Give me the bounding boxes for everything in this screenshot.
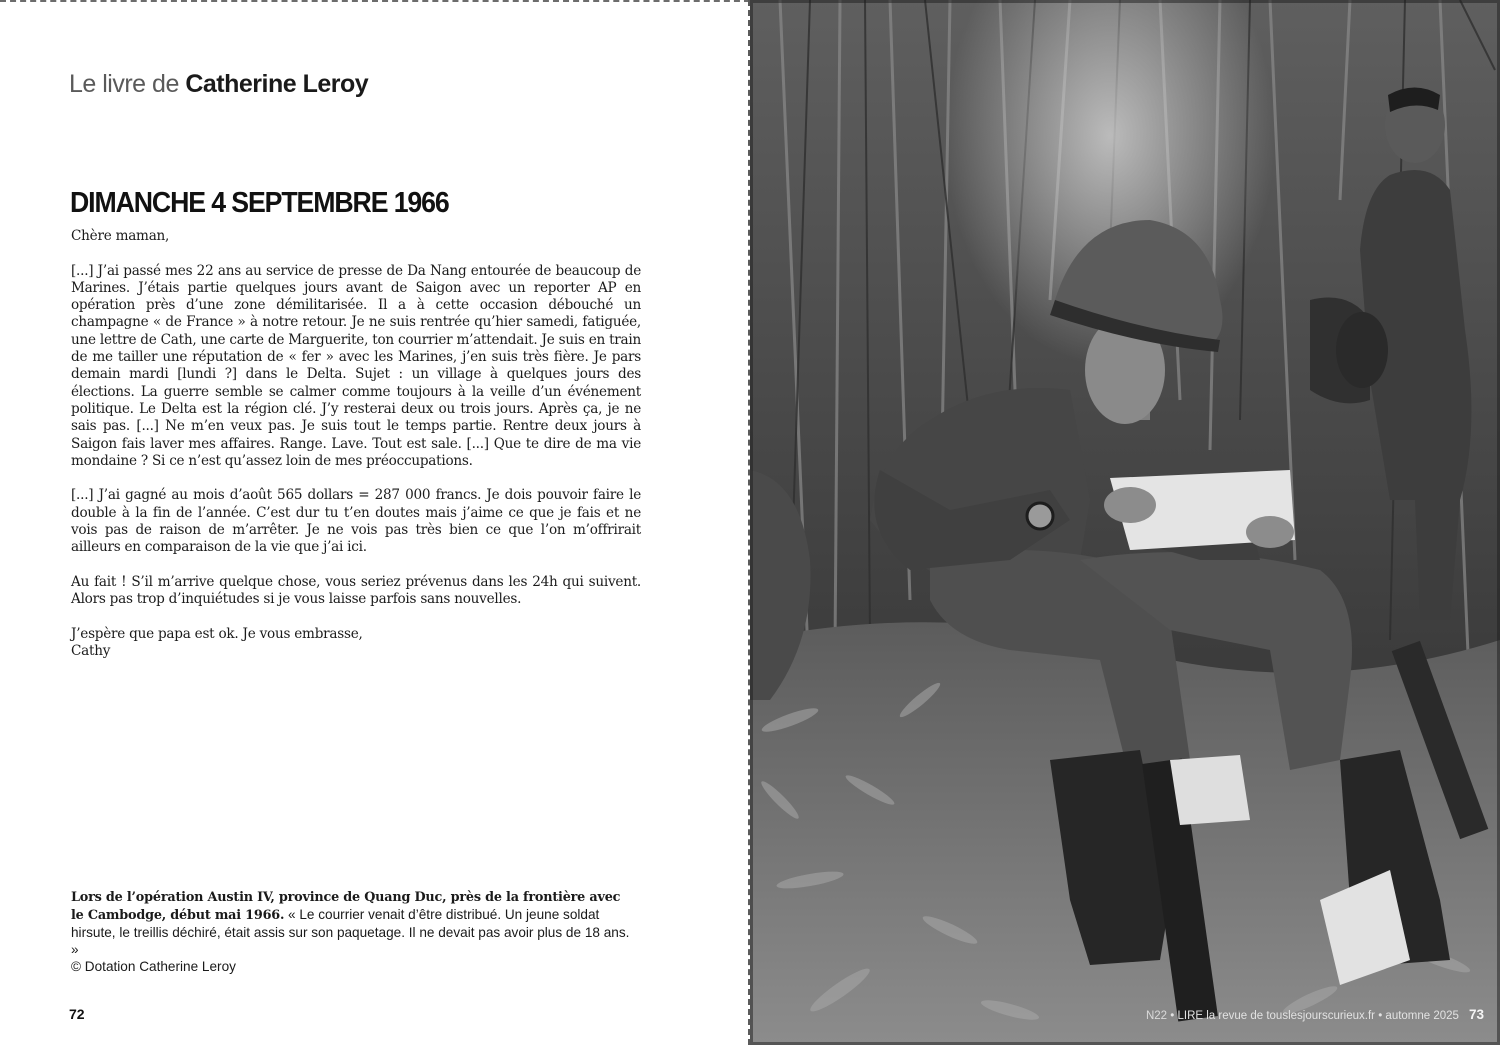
footer-separator-1: • (1167, 1010, 1178, 1022)
letter-signature: Cathy (71, 643, 111, 660)
magazine-footer (1146, 1007, 1484, 1022)
page-number-right: 73 (1468, 1007, 1484, 1022)
page-edge-dashes (0, 0, 750, 2)
page-title (69, 70, 368, 99)
issue-season: automne 2025 (1385, 1010, 1459, 1022)
title-prefix: Le livre de (69, 70, 179, 98)
caption-bold: Lors de l’opération Austin IV, province de Quang Duc, près de la frontière avec le Cambodge, début mai 1966. (71, 890, 621, 923)
caption-text: « Le courrier venait d’être distribué. Un jeune soldat hirsute, le treillis déchiré, était assis sur son paquetage. Il ne devait pas avoir plus de 18 ans. » (71, 907, 630, 957)
letter-body (71, 228, 641, 678)
title-author: Catherine Leroy (185, 70, 369, 98)
letter-closing: J’espère que papa est ok. Je vous embrasse, (71, 625, 363, 642)
letter-paragraph-2: [...] J’ai gagné au mois d’août 565 dollars = 287 000 francs. Je dois pouvoir faire le double à la fin de l’année. C’est dur tu t’en doutes mais j’aime ce que je fais et ne vois pas de raison de m’arrêter. Je ne vois pas très bien ce que l’on m’offrirait ailleurs en comparaison de la vie que j’ai ici. (71, 487, 641, 556)
page-number-left: 72 (69, 1006, 85, 1022)
letter-paragraph-3: Au fait ! S’il m’arrive quelque chose, vous seriez prévenus dans les 24h qui suivent. Alors pas trop d’inquiétudes si je vous laisse parfois sans nouvelles. (71, 573, 641, 608)
letter-paragraph-1: [...] J’ai passé mes 22 ans au service de presse de Da Nang entourée de beaucoup de Marines. J’étais partie quelques jours avant de Saigon avec un reporter AP en opération près d’une zone démilitarisée. Il a à cette occasion débouché un champagne « de France » à notre retour. Je ne suis rentrée qu’hier samedi, fatiguée, une lettre de Cath, une carte de Marguerite, ton courrier m’attendait. Je suis en train de me tailler une réputation de « fer » avec les Marines, j’en suis très fière. Je pars demain mardi [lundi ?] dans le Delta. Sujet : un village à quelques jours des élections. La guerre semble se calmer comme toujours à la veille d’un événement politique. Le Delta est la région clé. J’y resterai deux ou trois jours. Après ça, je ne sais pas. [...] Ne m’en veux pas. Je suis tout le temps partie. Rentre deux jours à Saigon fais laver mes affaires. Range. Lave. Tout est sale. [...] Que te dire de ma vie mondaine ? Si ce n’est qu’assez loin de mes préoccupations. (71, 262, 642, 469)
right-page (750, 0, 1500, 1045)
letter-date-heading: DIMANCHE 4 SEPTEMBRE 1966 (70, 187, 449, 219)
photo-caption (71, 888, 631, 975)
letter-greeting: Chère maman, (71, 228, 170, 244)
photograph-icon (750, 0, 1500, 1045)
issue-number: N22 (1145, 1010, 1168, 1022)
magazine-name: LIRE la revue de touslesjourscurieux.fr (1177, 1010, 1375, 1022)
caption-credit: © Dotation Catherine Leroy (71, 959, 236, 974)
footer-separator-2: • (1375, 1010, 1386, 1022)
